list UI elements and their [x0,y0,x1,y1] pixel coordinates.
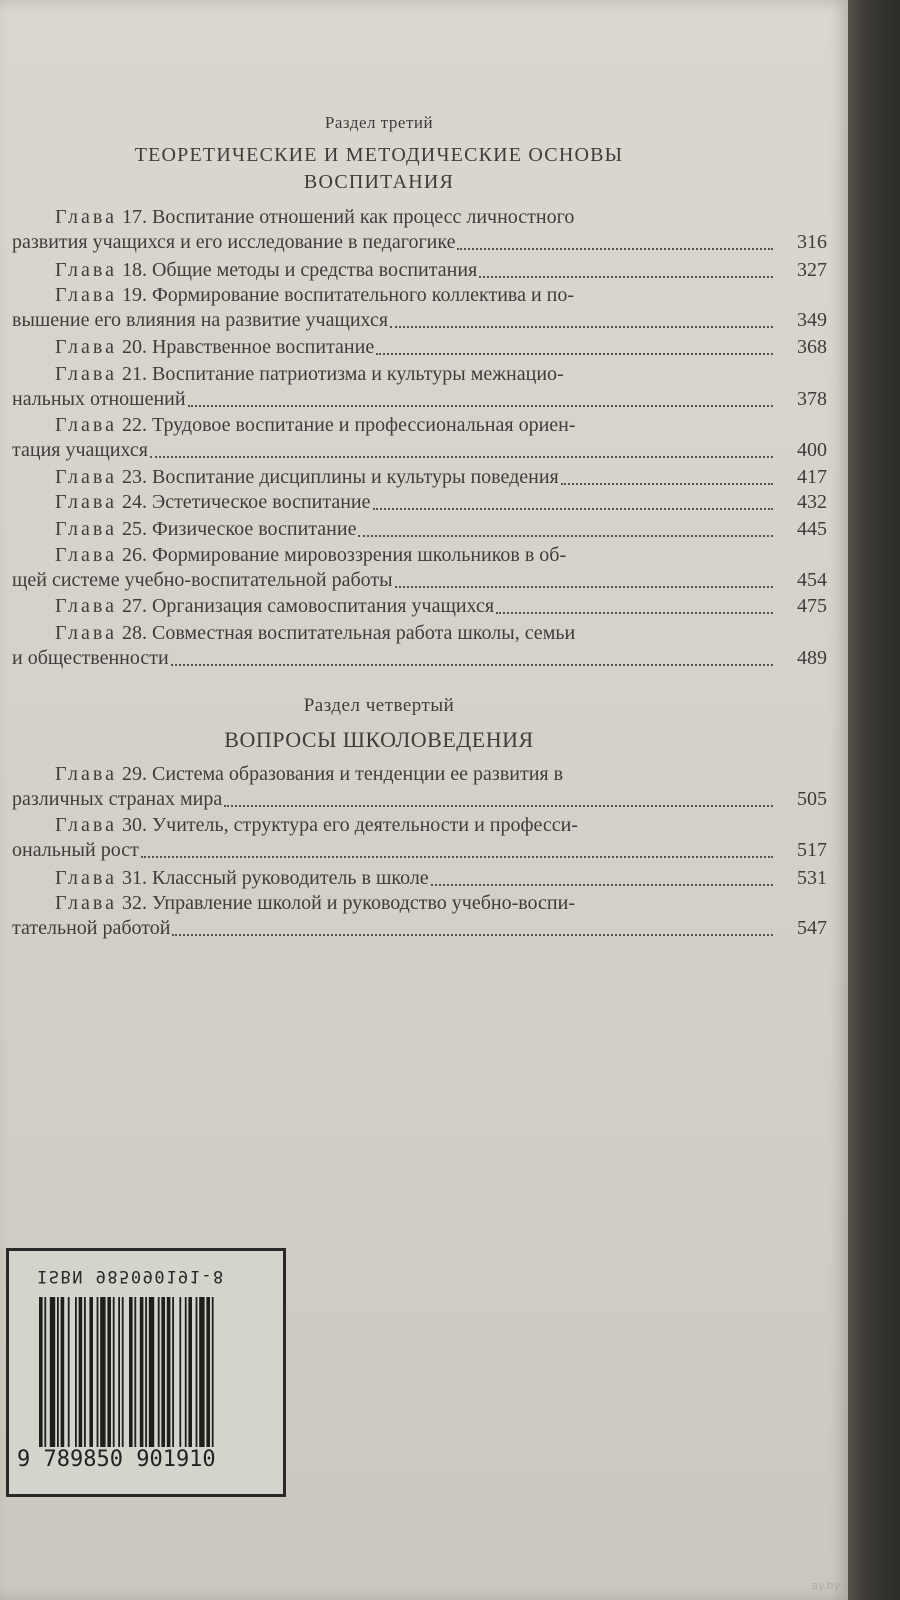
page-number: 445 [797,518,827,540]
barcode-bar [161,1297,165,1447]
barcode-bar [107,1297,111,1447]
leader-dots [141,856,773,858]
page-number: 475 [797,595,827,617]
chapter-heading: Глава 19. Формирование воспитательного коллектива и по- [55,284,575,306]
watermark: ay.by [811,1579,840,1592]
toc-entry [12,594,827,619]
page-number: 400 [797,439,827,461]
barcode-bar [50,1297,55,1447]
chapter-title-line2: тация учащихся [12,439,149,461]
chapter-heading: Глава 18. Общие методы и средства воспитания [55,259,478,281]
page-number: 547 [797,917,827,939]
chapter-title-line1: Эстетическое воспитание [151,491,371,513]
page-number: 531 [797,867,827,889]
section4-label: Раздел четвертый [303,695,455,716]
barcode-bar [100,1297,105,1447]
chapter-heading: Глава 31. Классный руководитель в школе [55,867,429,889]
page-number: 489 [797,647,827,669]
isbn-label: ISBN 985090191-8 [37,1266,225,1286]
page-number: 316 [797,231,827,253]
page-number: 349 [797,309,827,331]
chapter-title-line2: щей системе учебно-воспитательной работы [12,569,393,591]
toc-entry [12,335,827,360]
section3-title-line1: ТЕОРЕТИЧЕСКИЕ И МЕТОДИЧЕСКИЕ ОСНОВЫ [134,144,624,166]
barcode-bar [61,1297,65,1447]
leader-dots [150,456,773,458]
chapter-title-line2: развития учащихся и его исследование в педагогике [12,231,456,253]
barcode-bar [149,1297,154,1447]
toc-entry [12,621,827,671]
toc-entry [12,543,827,593]
barcode-bar [134,1297,136,1447]
chapter-title-line1: Формирование мировоззрения школьников в об- [151,544,567,566]
barcode-bar [140,1297,144,1447]
chapter-title-line2: ональный рост [12,839,139,861]
toc-entry [12,362,827,412]
book-edge [848,0,900,1600]
chapter-title-line2: вышение его влияния на развитие учащихся [12,309,389,331]
toc-entry [12,866,827,891]
chapter-title-line1: Управление школой и руководство учебно-воспи- [151,892,576,914]
barcode-bar [145,1297,147,1447]
toc-entry [12,891,827,941]
chapter-title-line1: Формирование воспитательного коллектива и по- [151,284,575,306]
chapter-heading: Глава 30. Учитель, структура его деятельности и професси- [55,814,578,836]
barcode-bar [39,1297,43,1447]
barcode-bar [89,1297,93,1447]
leader-dots [358,535,773,537]
chapter-heading: Глава 26. Формирование мировоззрения школьников в об- [55,544,567,566]
barcode-bar [199,1297,204,1447]
page-number: 368 [797,336,827,358]
isbn-barcode-box [6,1248,286,1497]
barcode-bar [97,1297,99,1447]
chapter-title-line2: и общественности [12,647,169,669]
barcode-bar [57,1297,59,1447]
toc-entry [12,413,827,463]
barcode-bar [172,1297,174,1447]
toc-entry [12,205,827,255]
barcode-bar [196,1297,198,1447]
barcode-bar [75,1297,77,1447]
barcode-bar [167,1297,171,1447]
barcode-bar [122,1297,124,1447]
leader-dots [457,248,773,250]
toc-entry [12,517,827,542]
barcode-bar [179,1297,181,1447]
toc-entry [12,258,827,283]
chapter-title-line1: Физическое воспитание [151,518,357,540]
chapter-heading: Глава 20. Нравственное воспитание [55,336,375,358]
chapter-heading: Глава 17. Воспитание отношений как процесс личностного [55,206,575,228]
barcode-bar [84,1297,86,1447]
section3-label: Раздел третий [324,113,434,132]
leader-dots [395,586,773,588]
chapter-heading: Глава 25. Физическое воспитание [55,518,357,540]
leader-dots [171,664,773,666]
page-number: 327 [797,259,827,281]
chapter-title-line2: нальных отношений [12,388,186,410]
barcode-digits: 9 789850 901910 [17,1447,216,1472]
chapter-title-line1: Совместная воспитательная работа школы, семьи [151,622,576,644]
chapter-title-line1: Воспитание отношений как процесс личностного [151,206,575,228]
chapter-heading: Глава 27. Организация самовоспитания учащихся [55,595,495,617]
chapter-heading: Глава 21. Воспитание патриотизма и культуры межнацио- [55,363,564,385]
chapter-heading: Глава 24. Эстетическое воспитание [55,491,371,513]
barcode-bar [158,1297,160,1447]
page-number: 378 [797,388,827,410]
toc-entry [12,813,827,863]
chapter-title-line1: Воспитание дисциплины и культуры поведения [151,466,559,488]
chapter-title-line1: Трудовое воспитание и профессиональная ориен- [151,414,576,436]
chapter-title-line1: Воспитание патриотизма и культуры межнацио- [151,363,564,385]
page-number: 432 [797,491,827,513]
leader-dots [224,805,773,807]
chapter-title-line1: Организация самовоспитания учащихся [151,595,495,617]
chapter-heading: Глава 29. Система образования и тенденции ее развития в [55,763,564,785]
page-number: 517 [797,839,827,861]
chapter-heading: Глава 22. Трудовое воспитание и профессиональная ориен- [55,414,576,436]
toc-entry [12,762,827,812]
chapter-title-line1: Классный руководитель в школе [151,867,429,889]
barcode-bar [129,1297,133,1447]
chapter-title-line1: Система образования и тенденции ее развития в [151,763,564,785]
barcode-bar [68,1297,70,1447]
chapter-heading: Глава 32. Управление школой и руководство учебно-воспи- [55,892,576,914]
toc-entry [12,465,827,490]
chapter-title-line1: Учитель, структура его деятельности и професси- [151,814,578,836]
leader-dots [188,405,773,407]
leader-dots [496,612,773,614]
chapter-title-line2: тательной работой [12,917,171,939]
leader-dots [373,508,774,510]
leader-dots [172,934,773,936]
page-number: 417 [797,466,827,488]
chapter-title-line1: Общие методы и средства воспитания [151,259,478,281]
leader-dots [479,276,773,278]
toc-entry [12,283,827,333]
leader-dots [561,483,773,485]
chapter-heading: Глава 28. Совместная воспитательная работа школы, семьи [55,622,576,644]
chapter-title-line2: различных странах мира [12,788,223,810]
chapter-heading: Глава 23. Воспитание дисциплины и культуры поведения [55,466,559,488]
barcode-bar [206,1297,210,1447]
section4-title: ВОПРОСЫ ШКОЛОВЕДЕНИЯ [224,727,534,752]
barcode-bar [118,1297,120,1447]
toc-entry [12,490,827,515]
barcode-bar [79,1297,83,1447]
leader-dots [390,326,773,328]
barcode-bar [188,1297,192,1447]
barcode-graphic [39,1297,265,1447]
barcode-bar [185,1297,187,1447]
barcode-bar [113,1297,115,1447]
page-number: 505 [797,788,827,810]
leader-dots [431,884,773,886]
section3-title-line2: ВОСПИТАНИЯ [303,171,455,193]
chapter-title-line1: Нравственное воспитание [151,336,375,358]
page-number: 454 [797,569,827,591]
leader-dots [376,353,773,355]
barcode-bar [212,1297,214,1447]
barcode-bar [44,1297,46,1447]
